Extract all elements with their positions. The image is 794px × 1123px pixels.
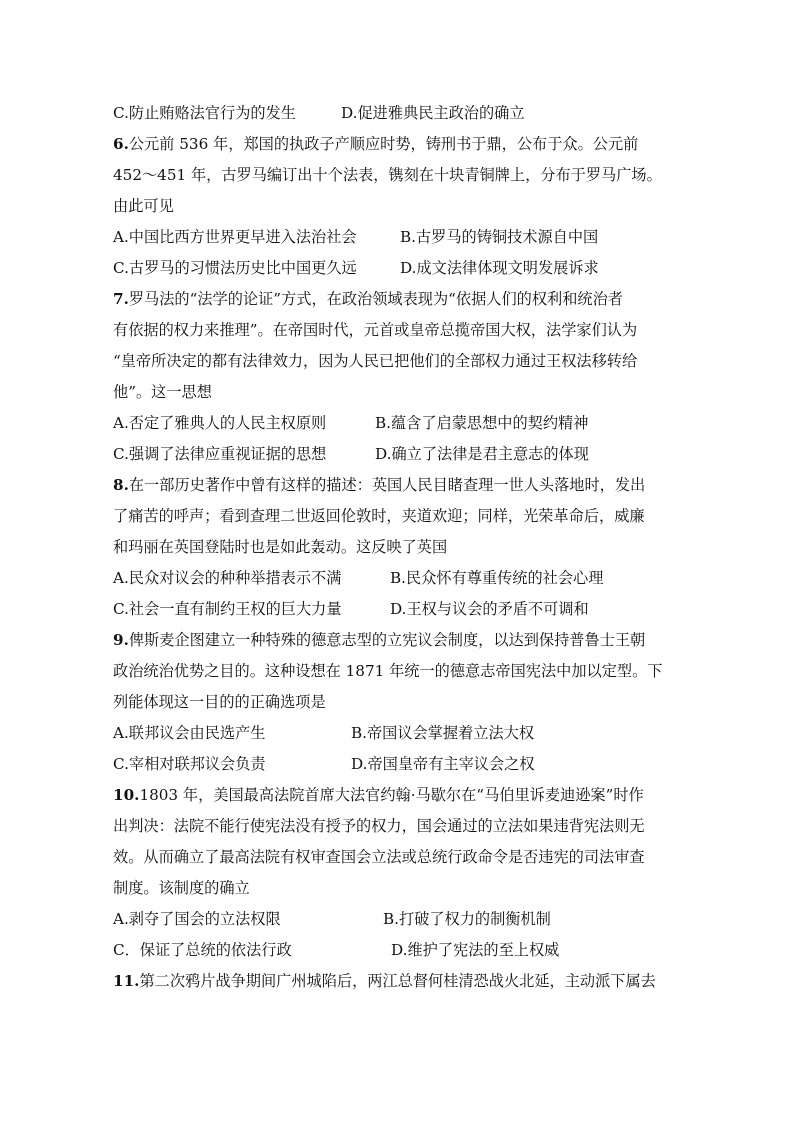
question-number: 6. (113, 135, 129, 153)
option-b: B.民众怀有尊重传统的社会心理 (390, 569, 604, 587)
option-a: A.剥夺了国会的立法权限 (113, 910, 281, 928)
question-line: 7.罗马法的“法学的论证”方式，在政治领域表现为“依据人们的权利和统治者 (113, 290, 623, 308)
option-c: C．保证了总统的依法行政 (113, 941, 292, 959)
option-b: B.帝国议会掌握着立法大权 (351, 724, 535, 742)
option-a: A.中国比西方世界更早进入法治社会 (113, 228, 357, 246)
q5-option-d: D.促进雅典民主政治的确立 (341, 104, 525, 122)
question-line: 452～451 年，古罗马编订出十个法表，镌刻在十块青铜牌上，分布于罗马广场。 (113, 166, 662, 184)
question-line: 列能体现这一目的的正确选项是 (113, 693, 326, 711)
option-a: A.联邦议会由民选产生 (113, 724, 266, 742)
question-line: 6.公元前 536 年，郑国的执政子产顺应时势，铸刑书于鼎，公布于众。公元前 (113, 135, 639, 153)
question-line: “皇帝所决定的都有法律效力，因为人民已把他们的全部权力通过王权法移转给 (113, 352, 638, 370)
question-line: 效。从而确立了最高法院有权审查国会立法或总统行政命令是否违宪的司法审查 (113, 848, 645, 866)
options-row (113, 408, 683, 439)
option-b: B.古罗马的铸铜技术源自中国 (400, 228, 599, 246)
question-line: 和玛丽在英国登陆时也是如此轰动。这反映了英国 (113, 538, 448, 556)
question-line: 他”。这一思想 (113, 383, 212, 401)
question-8 (113, 470, 683, 625)
question-line: 制度。该制度的确立 (113, 879, 250, 897)
question-9 (113, 625, 683, 780)
question-number: 11. (113, 972, 140, 990)
option-d: D.帝国皇帝有主宰议会之权 (351, 755, 535, 773)
option-d: D.成文法律体现文明发展诉求 (400, 259, 599, 277)
option-c: C.社会一直有制约王权的巨大力量 (113, 600, 342, 618)
question-line: 由此可见 (113, 197, 174, 215)
question-number: 7. (113, 290, 129, 308)
options-row (113, 594, 683, 625)
option-b: B.蕴含了启蒙思想中的契约精神 (375, 414, 589, 432)
options-row (113, 222, 683, 253)
option-c: C.古罗马的习惯法历史比中国更久远 (113, 259, 357, 277)
question-line: 有依据的权力来推理”。在帝国时代，元首或皇帝总揽帝国大权，法学家们认为 (113, 321, 638, 339)
options-row (113, 904, 683, 935)
question-line: 政治统治优势之目的。这种设想在 1871 年统一的德意志帝国宪法中加以定型。下 (113, 662, 663, 680)
question-line: 8.在一部历史著作中曾有这样的描述：英国人民目睹查理一世人头落地时，发出 (113, 476, 646, 494)
options-row (113, 718, 683, 749)
option-c: C.宰相对联邦议会负责 (113, 755, 266, 773)
question-number: 10. (113, 786, 140, 804)
options-row (113, 563, 683, 594)
option-d: D.维护了宪法的至上权威 (391, 941, 560, 959)
question-11 (113, 966, 683, 997)
question-10 (113, 780, 683, 966)
question-number: 8. (113, 476, 129, 494)
options-row (113, 749, 683, 780)
option-a: A.否定了雅典人的人民主权原则 (113, 414, 327, 432)
question-line: 10.1803 年，美国最高法院首席大法官约翰·马歇尔在“马伯里诉麦迪逊案”时作 (113, 786, 644, 804)
option-c: C.强调了法律应重视证据的思想 (113, 445, 327, 463)
question-line: 了痛苦的呼声；看到查理二世返回伦敦时，夹道欢迎；同样，光荣革命后，威廉 (113, 507, 645, 525)
options-row (113, 253, 683, 284)
question-line: 9.俾斯麦企图建立一种特殊的德意志型的立宪议会制度，以达到保持普鲁士王朝 (113, 631, 646, 649)
question-line: 11.第二次鸦片战争期间广州城陷后，两江总督何桂清恐战火北延，主动派下属去 (113, 972, 656, 990)
question-number: 9. (113, 631, 129, 649)
option-a: A.民众对议会的种种举措表示不满 (113, 569, 342, 587)
option-d: D.确立了法律是君主意志的体现 (375, 445, 589, 463)
q5-option-c: C.防止贿赂法官行为的发生 (113, 104, 296, 122)
q5-options-row (113, 98, 683, 129)
options-row (113, 439, 683, 470)
option-b: B.打破了权力的制衡机制 (383, 910, 551, 928)
question-line: 出判决：法院不能行使宪法没有授予的权力，国会通过的立法如果违背宪法则无 (113, 817, 645, 835)
exam-page (113, 98, 683, 997)
option-d: D.王权与议会的矛盾不可调和 (390, 600, 589, 618)
question-7 (113, 284, 683, 470)
question-6 (113, 129, 683, 284)
options-row (113, 935, 683, 966)
